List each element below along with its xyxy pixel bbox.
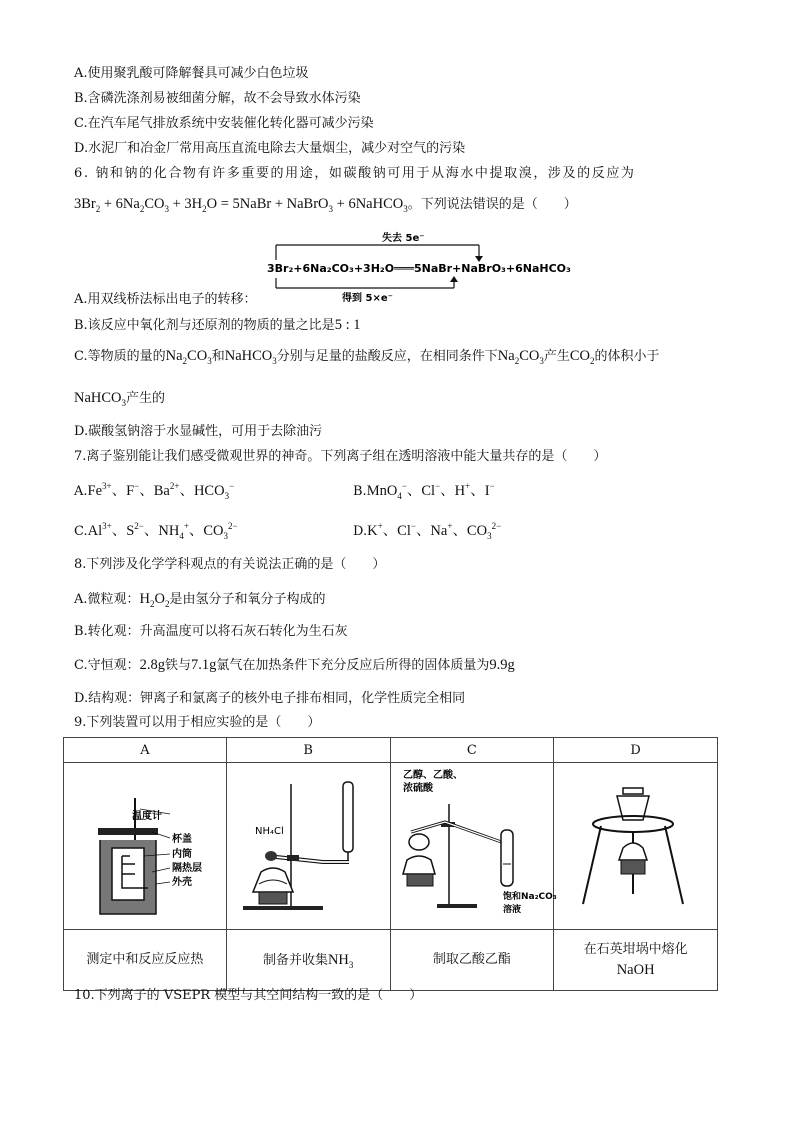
col-header-c: C [390, 738, 554, 763]
caption-b-text: 制备并收集 [262, 952, 328, 968]
col-header-b: B [226, 738, 390, 763]
calorimeter-diagram [70, 764, 220, 924]
q8-c-value-2: 7.1g [191, 657, 217, 673]
q9-stem: 9.下列装置可以用于相应实验的是（ ） [74, 715, 321, 730]
caption-d-line-2: NaOH [616, 961, 655, 978]
q6-option-d: D.碳酸氢钠溶于水显碱性，可用于去除油污 [74, 424, 323, 439]
apparatus-b-cell [226, 763, 390, 930]
q6-option-b [74, 316, 360, 335]
q7-d-ions: K+、Cl−、Na+、$CO_3^{2-}$ [367, 521, 502, 541]
q6-c-formula-5: NaHCO$_3$ [74, 390, 127, 408]
q6-option-c-cont [74, 389, 165, 408]
label-solution: 溶液 [502, 905, 521, 915]
label-inner-cylinder: 内筒 [171, 849, 192, 860]
caption-b [226, 930, 390, 991]
q7-b-label: B. [353, 484, 367, 499]
q6-c-text-6: 产生的 [126, 391, 166, 406]
q8-stem: 8.下列涉及化学学科观点的有关说法正确的是（ ） [74, 557, 386, 572]
q7-d-label: D. [353, 524, 368, 539]
apparatus-c-cell [390, 763, 557, 930]
q8-a-formula: $H_2O_2$ [139, 591, 170, 609]
label-nh4cl: NH₄Cl [255, 826, 284, 837]
q5-option-c: C.在汽车尾气排放系统中安装催化转化器可减少污染 [74, 116, 374, 131]
q7-a-ions: $Fe^{3+}$、F−、$Ba^{2+}$、$HCO_3^-$ [87, 481, 235, 501]
diagram-bottom-label: 得到 5×e⁻ [342, 293, 393, 304]
q6-option-a: A.用双线桥法标出电子的转移： [74, 292, 257, 307]
q8-option-c [74, 656, 515, 675]
q7-b-ions: MnO$_4$−、Cl−、H+、I− [366, 481, 495, 501]
q10-stem: 10.下列离子的 VSEPR 模型与其空间结构一致的是（ ） [74, 988, 423, 1003]
q6-option-b-ratio: 5 : 1 [334, 317, 361, 333]
label-ethanol-acetic-acid: 乙醇、乙酸、 [402, 770, 463, 781]
q6-question: 。下列说法错误的是（ ） [407, 197, 577, 212]
q7-option-c [74, 522, 238, 541]
q6-c-text-1: C.等物质的量的 [74, 349, 166, 364]
q8-option-a [74, 590, 326, 609]
q8-a-text-1: A.微粒观： [74, 592, 140, 607]
caption-c: 制取乙酸乙酯 [390, 930, 554, 991]
apparatus-d-cell [554, 763, 718, 930]
caption-d-line-1: 在石英坩埚中熔化 [583, 941, 688, 957]
q8-option-d: D.结构观：钾离子和氯离子的核外电子排布相同，化学性质完全相同 [74, 691, 466, 706]
q5-option-a: A.使用聚乳酸可降解餐具可减少白色垃圾 [74, 66, 309, 81]
q6-option-c [74, 347, 660, 366]
label-conc-sulfuric: 浓硫酸 [402, 783, 433, 794]
label-lid: 杯盖 [171, 834, 192, 845]
q7-a-label: A. [74, 484, 88, 499]
q6-c-text-3: 分别与足量的盐酸反应，在相同条件下 [276, 349, 498, 364]
caption-d [554, 930, 718, 991]
apparatus-a-cell [64, 763, 227, 930]
q6-c-formula-1: $Na_2CO_3$ [165, 348, 212, 366]
q8-c-text-1: C.守恒观： [74, 658, 140, 673]
q6-c-text-5: 的体积小于 [594, 349, 660, 364]
q5-option-b: B.含磷洗涤剂易被细菌分解，故不会导致水体污染 [74, 91, 361, 106]
col-header-d: D [554, 738, 718, 763]
diagram-equation: 3Br₂+6Na₂CO₃+3H₂O═══5NaBr+NaBrO₃+6NaHCO₃ [267, 262, 571, 275]
crucible-apparatus-diagram [561, 764, 711, 924]
q6-equation-line [74, 195, 577, 214]
q8-option-b: B.转化观：升高温度可以将石灰石转化为生石灰 [74, 624, 348, 639]
label-sat-na2co3: 饱和Na₂CO₃ [502, 892, 557, 902]
q9-apparatus-table [63, 737, 718, 991]
q8-c-value-3: 9.9g [489, 657, 515, 673]
q7-option-d [353, 522, 501, 541]
q6-double-line-diagram [262, 228, 607, 303]
q7-option-b [353, 482, 495, 501]
label-thermometer: 温度计 [131, 811, 162, 822]
q7-c-ions: $Al^{3+}$、$S^{2-}$、$NH_4^+$、$CO_3^{2-}$ [87, 521, 238, 541]
q8-c-text-2: 铁与 [165, 658, 192, 673]
q6-equation: $3Br_2 + 6Na_2CO_3 + 3H_2O$ = 5NaBr + NaBrO$_3$ + 6NaHCO$_3$ [74, 196, 408, 214]
caption-a: 测定中和反应反应热 [64, 930, 227, 991]
q6-c-text-4: 产生 [543, 349, 570, 364]
q5-option-d: D.水泥厂和冶金厂常用高压直流电除去大量烟尘，减少对空气的污染 [74, 141, 466, 156]
q6-c-formula-3: $Na_2CO_3$ [497, 348, 544, 366]
q7-c-label: C. [74, 524, 88, 539]
col-header-a: A [64, 738, 227, 763]
ethyl-acetate-apparatus-diagram [397, 764, 557, 924]
q6-stem: 6. 钠和钠的化合物有许多重要的用途，如碳酸钠可用于从海水中提取溴，涉及的反应为 [74, 166, 636, 181]
label-insulation: 隔热层 [171, 863, 202, 874]
q6-c-formula-2: NaHCO$_3$ [224, 348, 277, 366]
q6-option-b-text: B.该反应中氧化剂与还原剂的物质的量之比是 [74, 318, 335, 333]
diagram-top-label: 失去 5e⁻ [382, 233, 425, 244]
ammonia-apparatus-diagram [233, 764, 383, 924]
q8-c-value-1: 2.8g [139, 657, 165, 673]
q7-option-a [74, 482, 234, 501]
q6-c-formula-4: $CO_2$ [569, 348, 595, 366]
q8-a-text-2: 是由氢分子和氧分子构成的 [169, 592, 326, 607]
q6-c-text-2: 和 [211, 349, 225, 364]
caption-b-formula: $NH_3$ [327, 951, 354, 970]
q7-stem: 7.离子鉴别能让我们感受微观世界的神奇。下列离子组在透明溶液中能大量共存的是（ ） [74, 449, 607, 464]
q8-c-text-3: 氯气在加热条件下充分反应后所得的固体质量为 [216, 658, 490, 673]
label-outer-shell: 外壳 [171, 877, 192, 888]
